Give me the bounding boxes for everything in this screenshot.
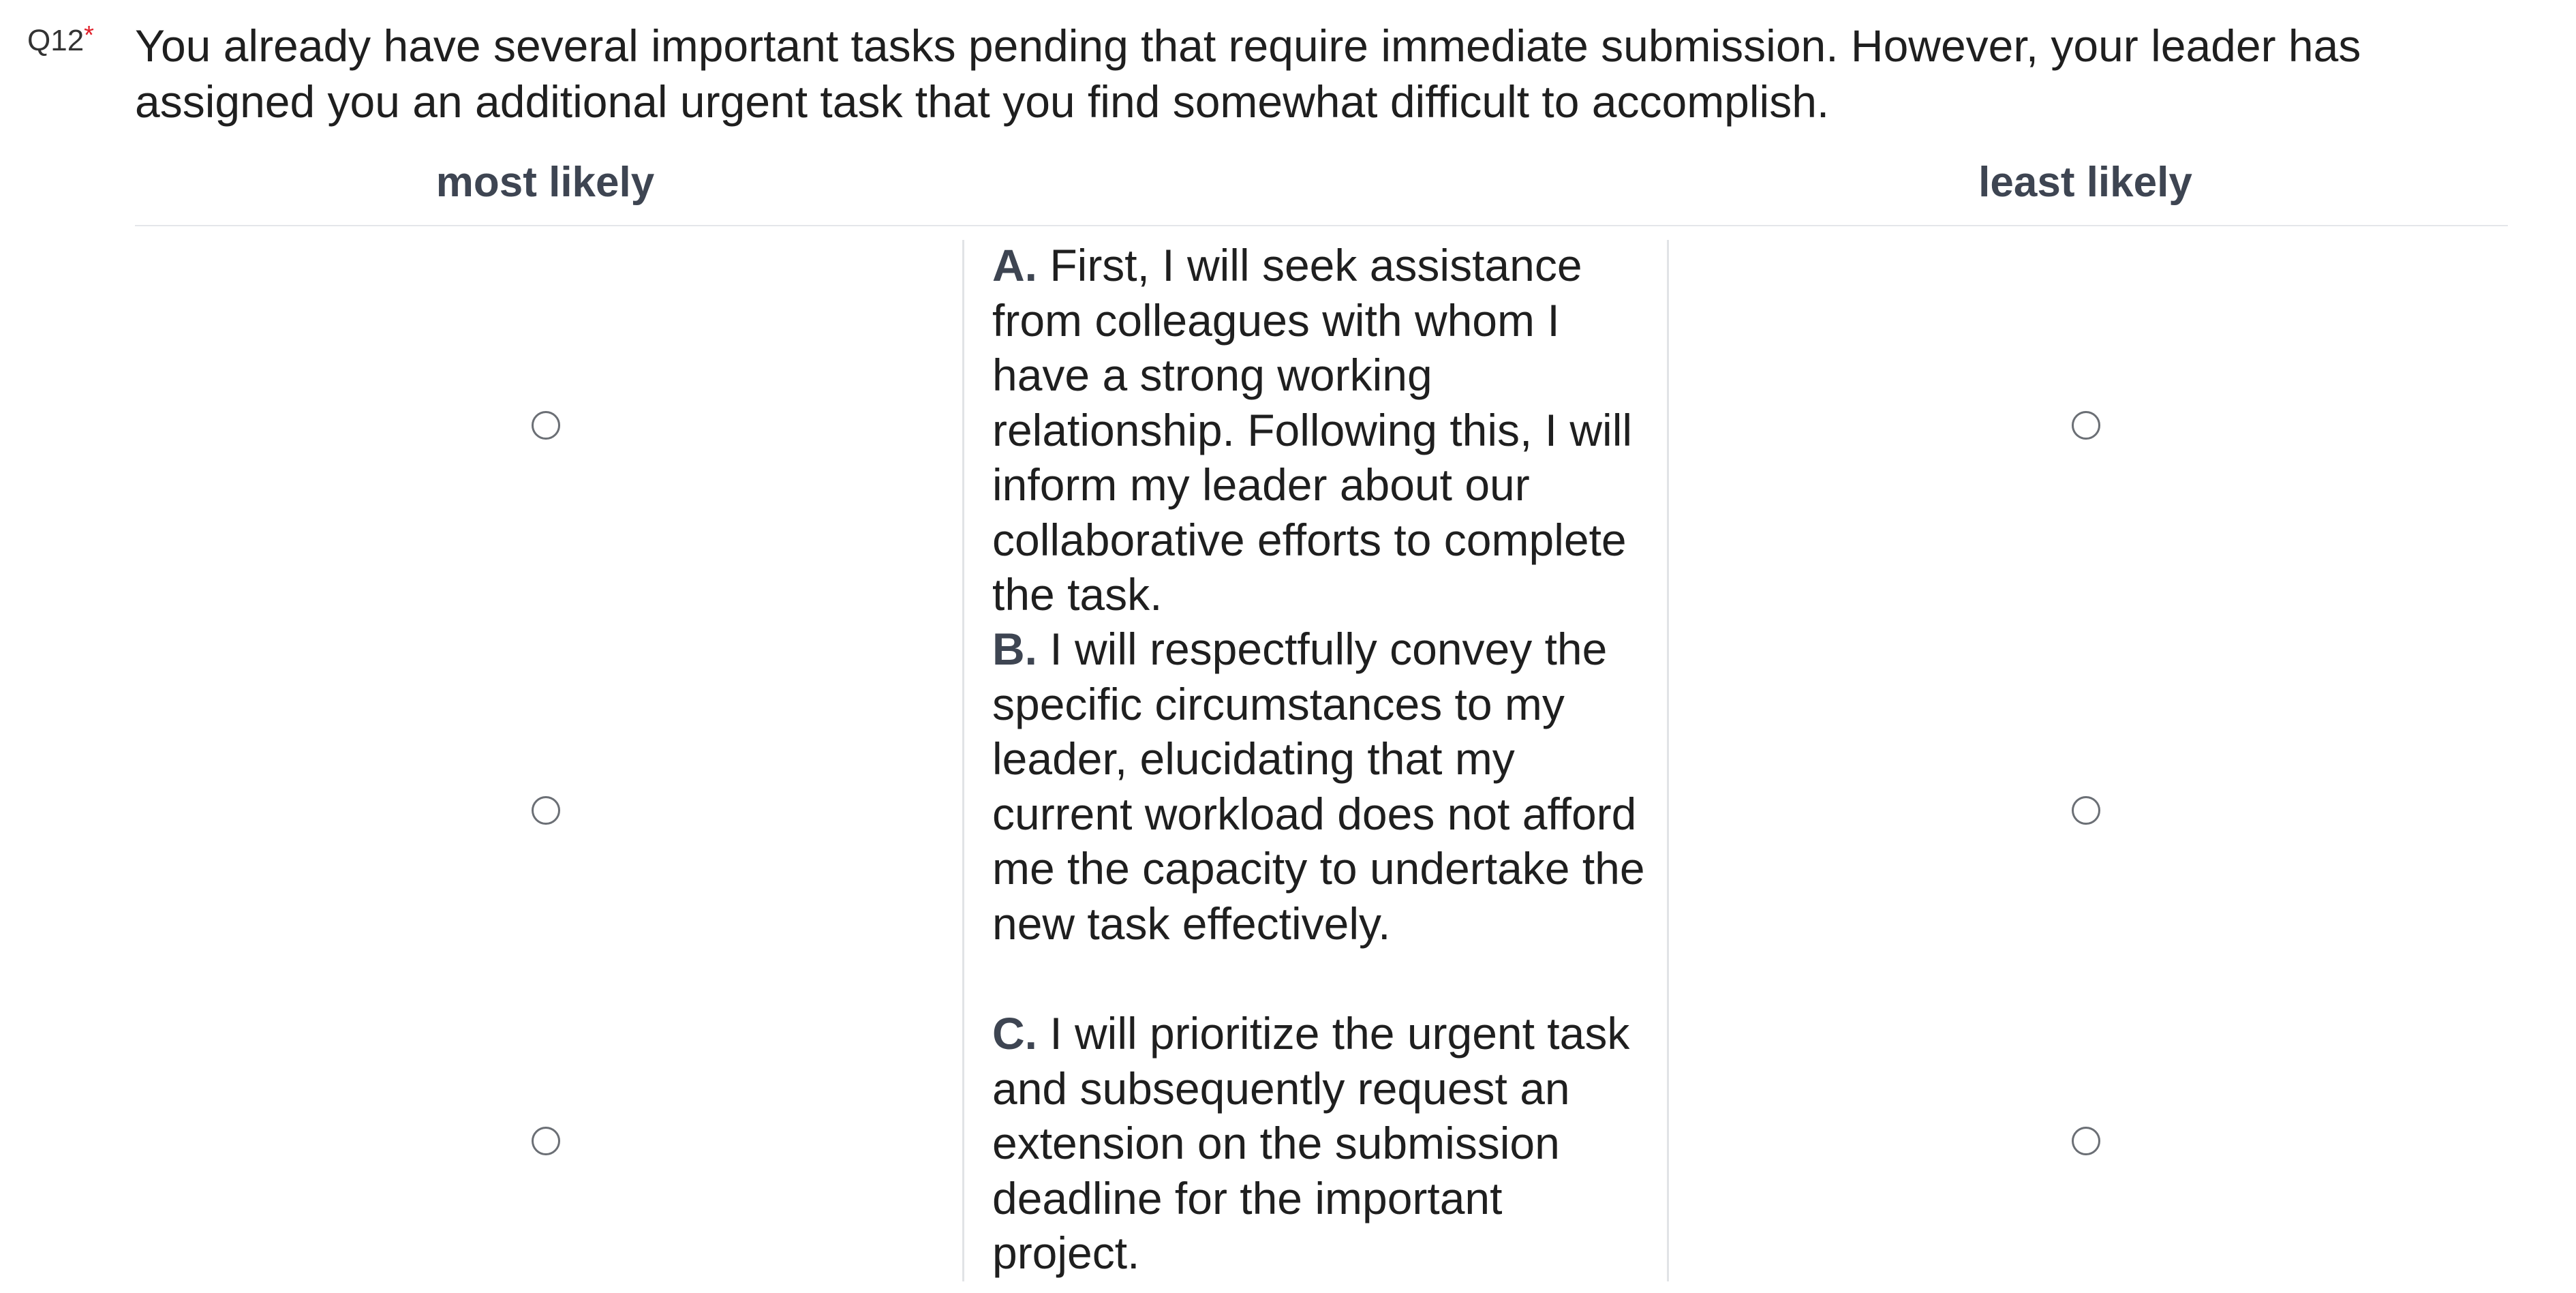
option-b-description: I will respectfully convey the specific circumstances to my leader, elucidating that my current workload does not afford me the capacity to undertake the new task effectively. bbox=[992, 624, 1645, 949]
radio-option-c-least-likely[interactable] bbox=[2072, 1127, 2100, 1155]
column-header-least-likely: least likely bbox=[1978, 159, 2192, 206]
radio-option-c-most-likely[interactable] bbox=[532, 1127, 560, 1155]
question-number bbox=[27, 20, 94, 63]
option-c-description: I will prioritize the urgent task and subsequently request an extension on the submission deadline for the important project. bbox=[992, 1008, 1630, 1278]
options-column-right-border bbox=[1667, 240, 1669, 1281]
option-c-letter: C. bbox=[992, 1008, 1037, 1059]
option-b-letter: B. bbox=[992, 624, 1037, 674]
radio-option-b-least-likely[interactable] bbox=[2072, 796, 2100, 825]
column-header-most-likely: most likely bbox=[435, 159, 655, 206]
options-column-left-border bbox=[962, 240, 964, 1281]
required-marker: * bbox=[84, 21, 94, 50]
option-a-description: First, I will seek assistance from colleagues with whom I have a strong working relationship. Following this, I will inform my leader about our collaborative efforts to complete the task. bbox=[992, 240, 1633, 620]
option-b-text bbox=[992, 622, 1646, 951]
question-number-label: Q12 bbox=[27, 24, 85, 57]
option-c-text bbox=[992, 1006, 1646, 1281]
option-a-text bbox=[992, 238, 1646, 622]
radio-option-a-least-likely[interactable] bbox=[2072, 411, 2100, 440]
header-divider bbox=[135, 225, 2508, 226]
option-a-letter: A. bbox=[992, 240, 1037, 290]
question-text: You already have several important tasks pending that require immediate submission. However, your leader has assigned you an additional urgent task that you find somewhat difficult to accomplish. bbox=[135, 20, 2361, 127]
radio-option-b-most-likely[interactable] bbox=[532, 796, 560, 825]
radio-option-a-most-likely[interactable] bbox=[532, 411, 560, 440]
